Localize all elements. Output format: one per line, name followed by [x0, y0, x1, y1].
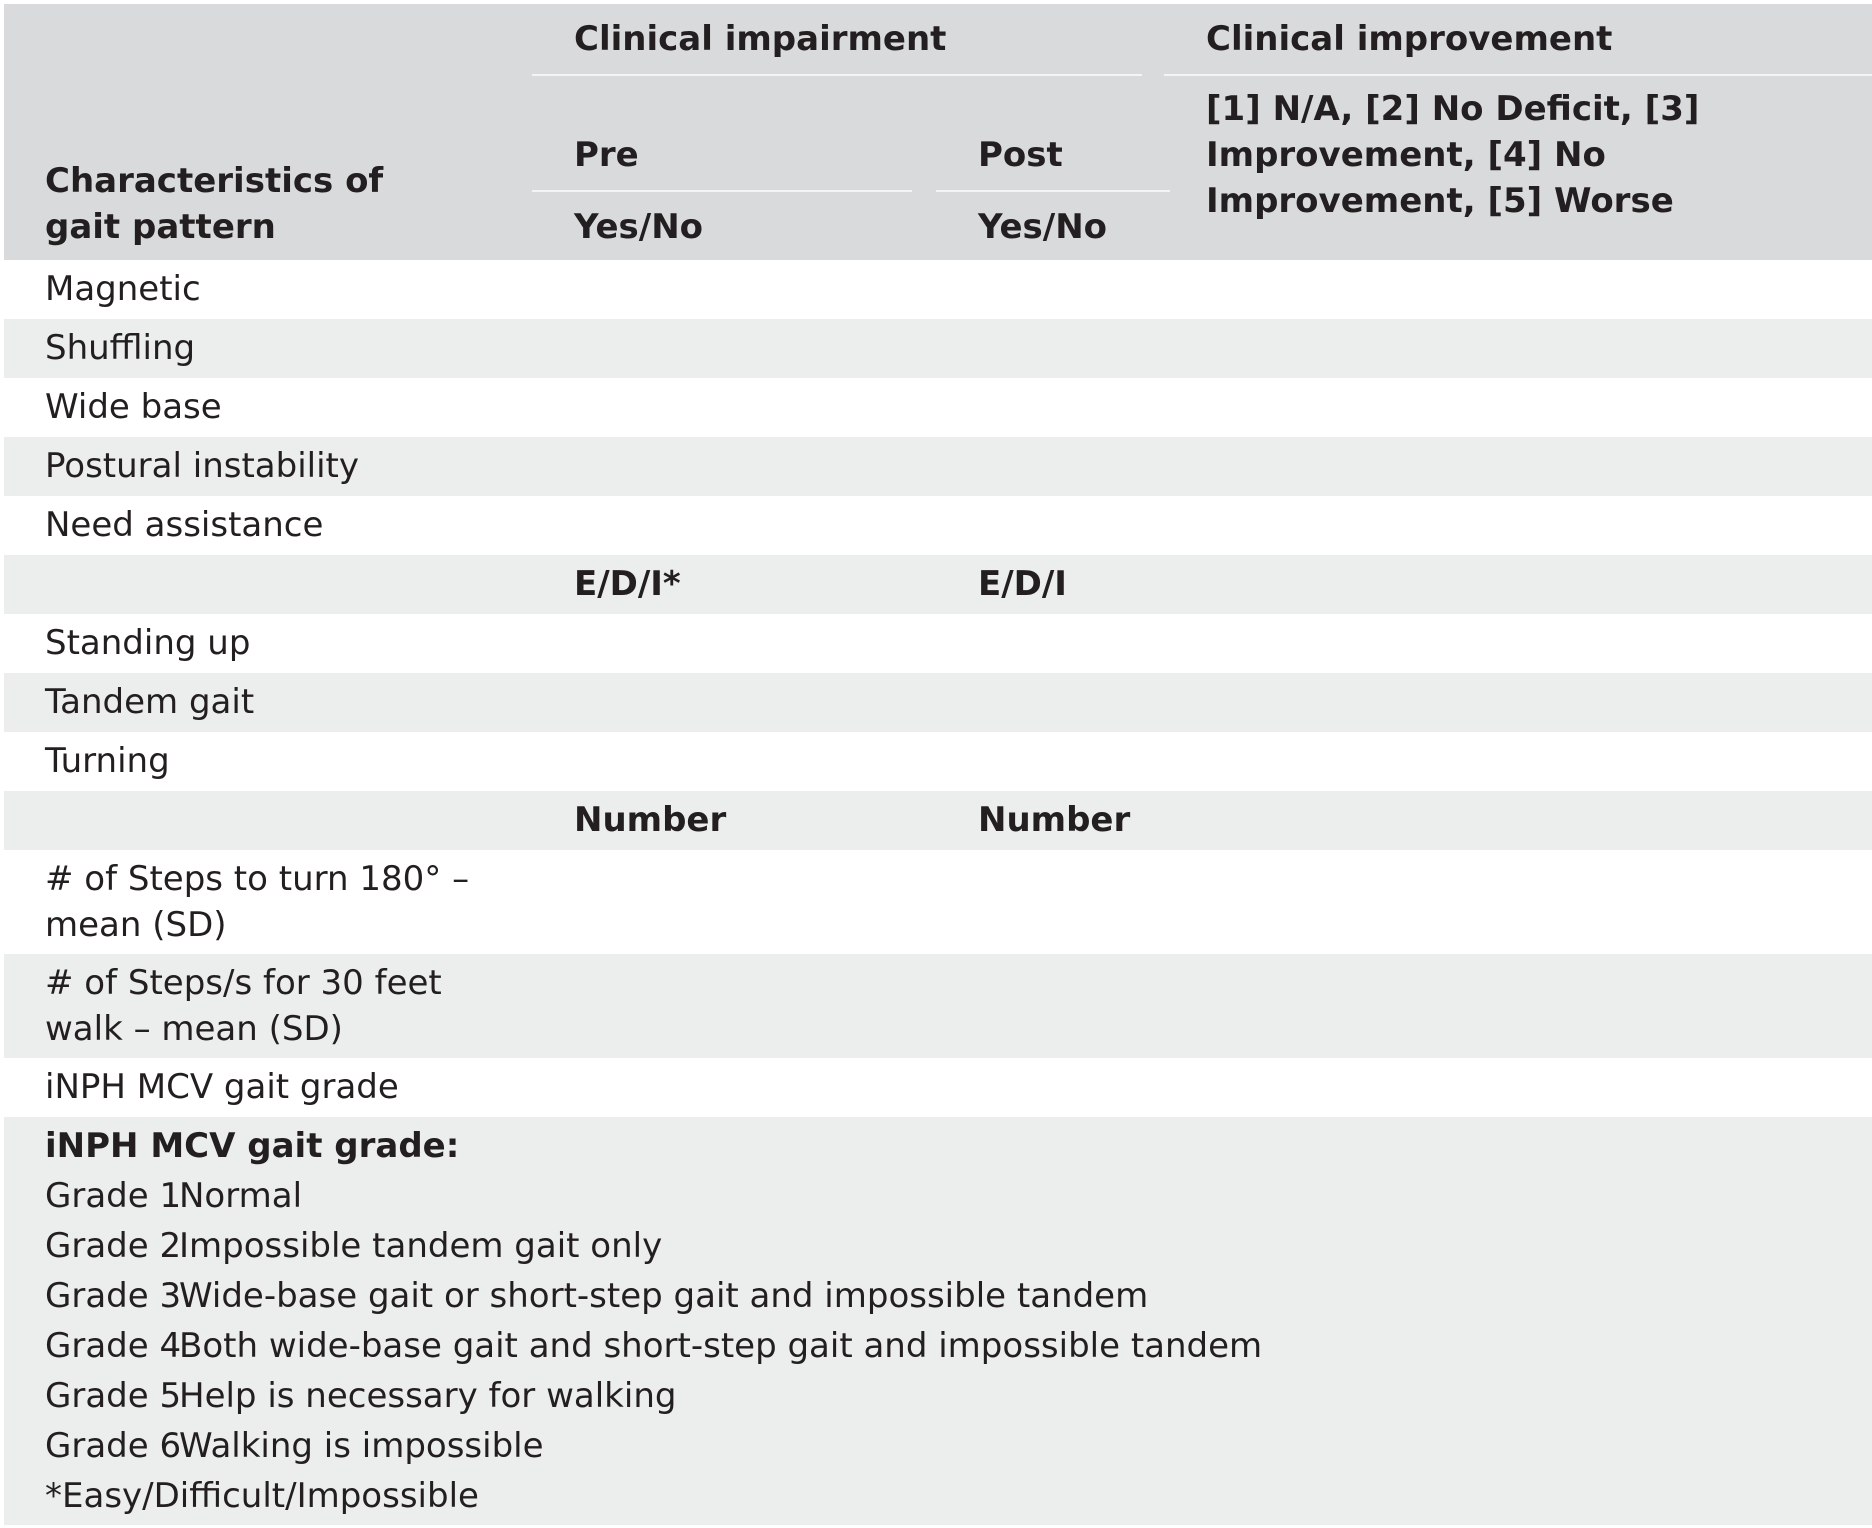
- legend-title: iNPH MCV gait grade:: [45, 1126, 460, 1166]
- row-pre: E/D/I*: [574, 564, 681, 604]
- grade-legend: [4, 1117, 1872, 1525]
- grade-description: Normal: [179, 1176, 303, 1216]
- grade-description: Wide-base gait or short-step gait and impossible tandem: [179, 1276, 1149, 1316]
- table-row: [4, 673, 1872, 732]
- table-row: [4, 614, 1872, 673]
- table-row: [4, 496, 1872, 555]
- grade-number: Grade 1: [45, 1176, 182, 1216]
- clinical-impairment-header: Clinical impairment: [574, 19, 947, 59]
- row-label: Tandem gait: [45, 682, 255, 722]
- legend-item: [45, 1173, 302, 1219]
- post-header: Post: [978, 135, 1063, 175]
- subheader-row: [4, 555, 1872, 614]
- row-label: # of Steps to turn 180° – mean (SD): [45, 859, 470, 945]
- legend-item: [45, 1373, 676, 1419]
- pre-divider: [532, 190, 912, 192]
- row-label: Need assistance: [45, 505, 324, 545]
- pre-unit-header: Yes/No: [574, 207, 704, 247]
- legend-item: [45, 1223, 662, 1269]
- footnote: *Easy/Difficult/Impossible: [45, 1476, 479, 1516]
- grade-number: Grade 4: [45, 1326, 182, 1366]
- grade-description: Help is necessary for walking: [179, 1376, 677, 1416]
- row-label: Magnetic: [45, 269, 201, 309]
- table-row: [4, 850, 1872, 954]
- post-unit-header: Yes/No: [978, 207, 1108, 247]
- post-divider: [936, 190, 1170, 192]
- grade-description: Impossible tandem gait only: [179, 1226, 663, 1266]
- improvement-divider: [1164, 74, 1872, 76]
- grade-description: Walking is impossible: [179, 1426, 544, 1466]
- table-row: [4, 1058, 1872, 1117]
- table-row: [4, 378, 1872, 437]
- improvement-scale: [1] N/A, [2] No Deficit, [3] Improvement, [4] No Improvement, [5] Worse: [1206, 89, 1700, 221]
- grade-number: Grade 3: [45, 1276, 182, 1316]
- table-header: [4, 4, 1872, 260]
- impairment-divider: [532, 74, 1142, 76]
- legend-item: [45, 1423, 544, 1469]
- legend-item: [45, 1323, 1262, 1369]
- grade-description: Both wide-base gait and short-step gait and impossible tandem: [179, 1326, 1263, 1366]
- characteristics-header: Characteristics of gait pattern: [45, 161, 384, 247]
- grade-number: Grade 6: [45, 1426, 182, 1466]
- row-label: Postural instability: [45, 446, 360, 486]
- row-label: Wide base: [45, 387, 222, 427]
- row-label: Shuffling: [45, 328, 196, 368]
- table-row: [4, 260, 1872, 319]
- grade-number: Grade 2: [45, 1226, 182, 1266]
- table-row: [4, 954, 1872, 1058]
- gait-assessment-table: [4, 4, 1872, 1525]
- row-label: Turning: [45, 741, 170, 781]
- row-label: iNPH MCV gait grade: [45, 1067, 399, 1107]
- row-post: Number: [978, 800, 1131, 840]
- table-row: [4, 732, 1872, 791]
- row-post: E/D/I: [978, 564, 1067, 604]
- row-label: # of Steps/s for 30 feet walk – mean (SD): [45, 963, 442, 1049]
- grade-number: Grade 5: [45, 1376, 182, 1416]
- row-pre: Number: [574, 800, 727, 840]
- legend-item: [45, 1273, 1148, 1319]
- table-row: [4, 437, 1872, 496]
- table-row: [4, 319, 1872, 378]
- clinical-improvement-header: Clinical improvement: [1206, 19, 1613, 59]
- row-label: Standing up: [45, 623, 251, 663]
- pre-header: Pre: [574, 135, 639, 175]
- subheader-row: [4, 791, 1872, 850]
